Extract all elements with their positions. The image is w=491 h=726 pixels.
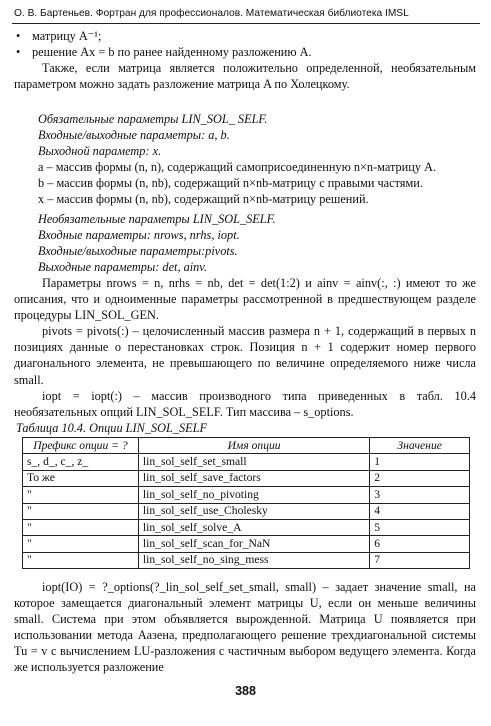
cell-option-name: lin_sol_self_no_pivoting [138,487,369,503]
table-row [23,487,470,503]
cell-option-name: lin_sol_self_solve_A [138,519,369,535]
table-row [23,536,470,552]
paragraph-iopt: iopt = iopt(:) – массив производного типа приведенных в табл. 10.4 необязательных опций LIN_SOL_SELF. Тип массива – s_options. [14,388,476,419]
header-rule [12,23,480,24]
optional-params [14,211,491,275]
paragraph-set-small: iopt(IO) = ?_options(?_lin_sol_self_set_small, small) – задает значение small, на которое замещается диагональный элемент матрицы U, если он меньше величины small. Система при этом объявляется вырожденной. Матрица U появляется при использовании метода Аазена, предполагающего решение трехдиагональной системы Tu = v с вычислением LU-разложения с частичным выбором ведущего элемента. Когда же используется разложение [14,580,476,675]
cell-value: 6 [370,536,470,552]
param-a-desc: a – массив формы (n, n), содержащий самоприсоединенную n×n-матрицу A. [38,160,437,175]
cell-value: 2 [370,470,470,486]
cell-option-name: lin_sol_self_no_sing_mess [138,552,369,568]
table-row [23,470,470,486]
bullet-mark: • [16,29,21,43]
page-number: 388 [235,684,256,698]
required-inout: Входные/выходные параметры: a, b. [38,128,230,143]
running-header: О. В. Бартеньев. Фортран для профессионалов. Математическая библиотека IMSL [14,8,409,19]
required-heading: Обязательные параметры LIN_SOL_ SELF. [38,112,268,126]
cell-option-name: lin_sol_self_use_Cholesky [138,503,369,519]
column-header-name: Имя опции [138,438,369,454]
table-row [23,519,470,535]
cell-option-name: lin_sol_self_set_small [138,454,369,470]
table-row [23,503,470,519]
cell-option-name: lin_sol_self_save_factors [138,470,369,486]
bullet-mark: • [16,45,21,60]
paragraph-pivots: pivots = pivots(:) – целочисленный массив размера n + 1, содержащий в первых n позициях данные о перестановках строк. Позиция n + 1 содержит номер первого диагонального элемента, не превышающего по величине определяемого ниже числа small. [14,324,476,387]
optional-inputs: Входные параметры: nrows, nrhs, iopt. [38,228,240,243]
cell-value: 3 [370,487,470,503]
required-output: Выходной параметр: x. [38,144,162,159]
cell-value: 7 [370,552,470,568]
required-params [14,111,491,208]
intro-paragraph: Также, если матрица является положительно определенной, необязательным параметром можно задать разложение матрица A по Холецкому. [14,61,476,92]
cell-prefix: " [23,503,139,519]
bullet-item: • матрицу A⁻¹; [16,29,102,43]
cell-prefix: " [23,552,139,568]
paragraph-nrows: Параметры nrows = n, nrhs = nb, det = det(1:2) и ainv = ainv(:, :) имеют то же описания, что и одноименные параметры рассмотренной в предшествующем разделе процедуры LIN_SOL_GEN. [14,276,476,323]
optional-outputs: Выходные параметры: det, ainv. [38,260,207,275]
options-table [22,437,470,569]
cell-option-name: lin_sol_self_scan_for_NaN [138,536,369,552]
cell-value: 1 [370,454,470,470]
cell-value: 4 [370,503,470,519]
bullet-list [14,28,476,92]
column-header-prefix: Префикс опции = ? [23,438,139,454]
param-x-desc: x – массив формы (n, nb), содержащий n×nb-матрицу решений. [38,192,369,207]
cell-prefix: " [23,536,139,552]
table-row [23,454,470,470]
cell-prefix: " [23,487,139,503]
optional-inout: Входные/выходные параметры:pivots. [38,244,238,259]
table-row [23,552,470,568]
cell-prefix: s_, d_, c_, z_ [23,454,139,470]
optional-heading: Необязательные параметры LIN_SOL_SELF. [38,212,276,226]
body-paragraphs [14,275,476,420]
closing-section [14,579,476,676]
table-title: Таблица 10.4. Опции LIN_SOL_SELF [16,421,207,435]
cell-prefix: То же [23,470,139,486]
param-b-desc: b – массив формы (n, nb), содержащий n×nb-матрицу с правыми частями. [38,176,423,191]
column-header-value: Значение [370,438,470,454]
bullet-item: • решение Ax = b по ранее найденному разложению A. [16,45,312,60]
cell-prefix: " [23,519,139,535]
cell-value: 5 [370,519,470,535]
table-header-row [23,438,470,454]
